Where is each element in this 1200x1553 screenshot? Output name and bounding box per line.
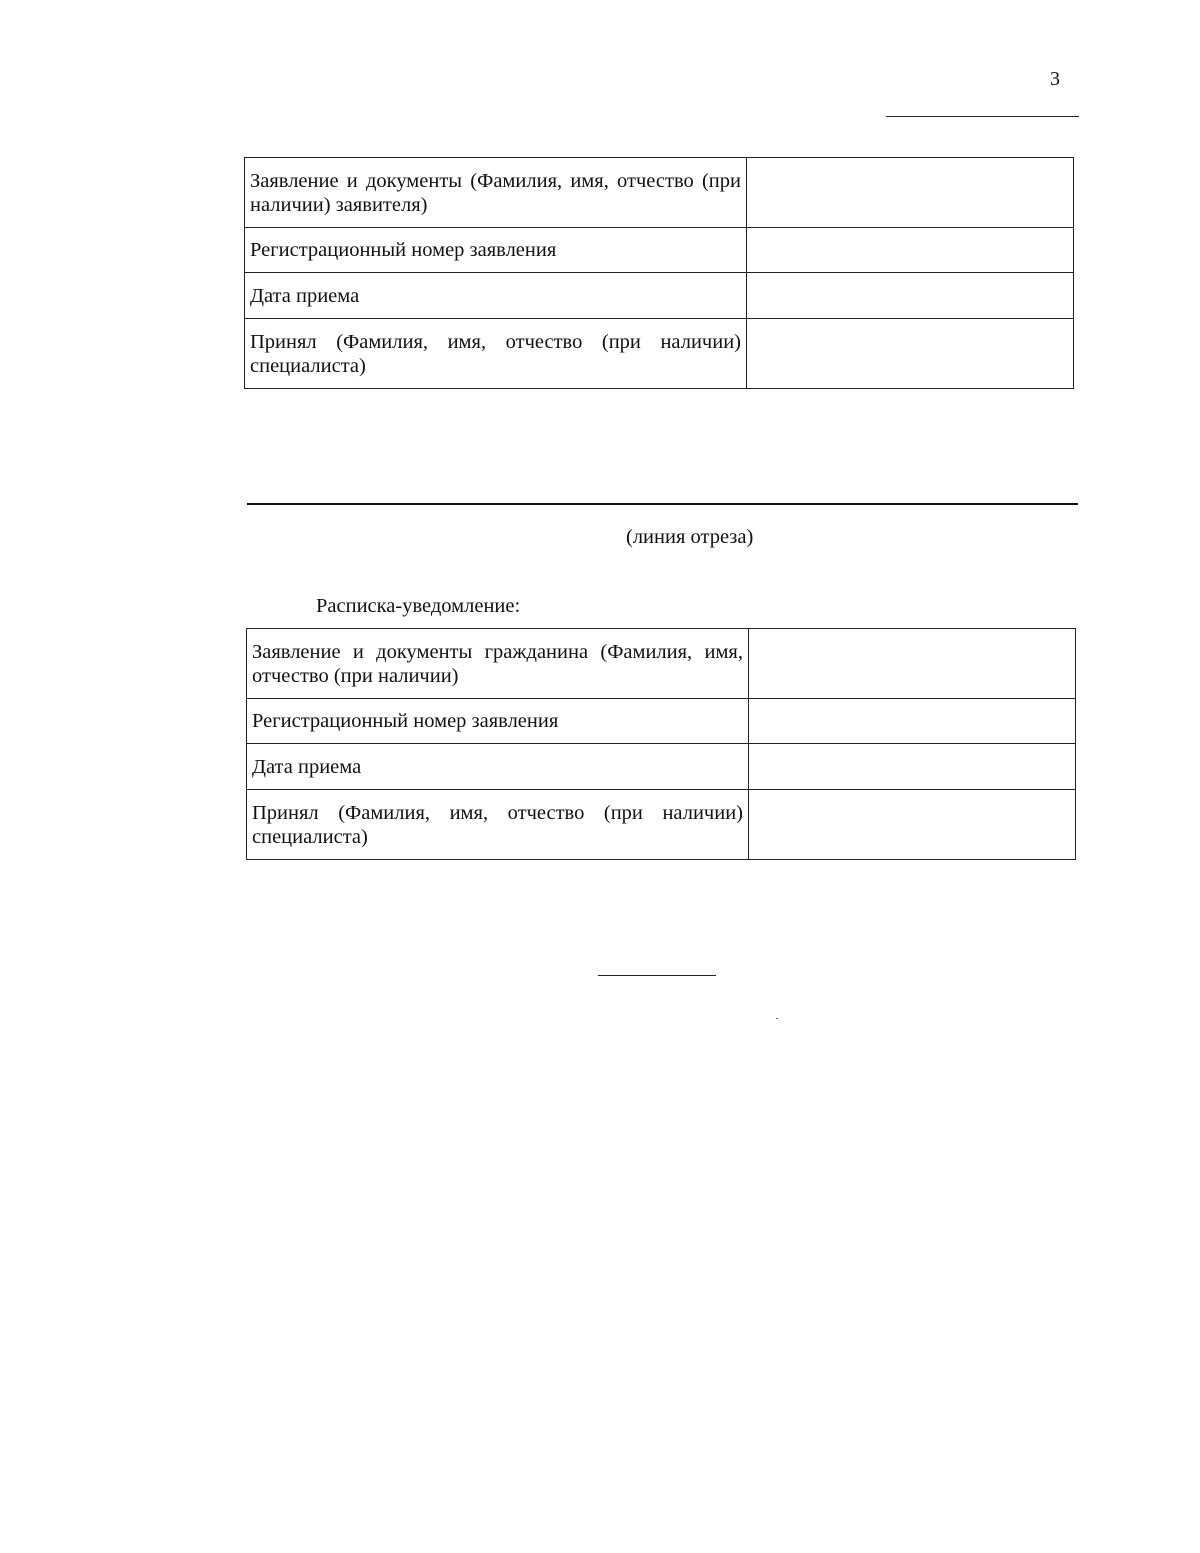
receipt-date-label: Дата приема [247, 744, 749, 790]
registration-number-field[interactable] [747, 228, 1074, 273]
accepted-by-label: Принял (Фамилия, имя, отчество (при наличии) специалиста) [247, 790, 749, 860]
table-row [247, 699, 1076, 744]
applicant-name-label: Заявление и документы (Фамилия, имя, отчество (при наличии) заявителя) [245, 158, 747, 228]
table-row [245, 319, 1074, 389]
scan-speck [776, 1018, 778, 1019]
cut-line [247, 503, 1078, 505]
receipt-title: Расписка-уведомление: [316, 595, 521, 617]
cut-line-caption: (линия отреза) [626, 526, 754, 548]
receipt-date-label: Дата приема [245, 273, 747, 319]
receipt-date-field[interactable] [749, 744, 1076, 790]
citizen-name-label: Заявление и документы гражданина (Фамилия, имя, отчество (при наличии) [247, 629, 749, 699]
table-row [247, 790, 1076, 860]
accepted-by-label: Принял (Фамилия, имя, отчество (при наличии) специалиста) [245, 319, 747, 389]
header-rule [886, 116, 1079, 117]
table-row [245, 228, 1074, 273]
table-row [245, 158, 1074, 228]
application-table [244, 157, 1074, 389]
registration-number-label: Регистрационный номер заявления [245, 228, 747, 273]
accepted-by-field[interactable] [749, 790, 1076, 860]
accepted-by-field[interactable] [747, 319, 1074, 389]
receipt-table [246, 628, 1076, 860]
table-row [247, 744, 1076, 790]
registration-number-field[interactable] [749, 699, 1076, 744]
table-row [247, 629, 1076, 699]
applicant-name-field[interactable] [747, 158, 1074, 228]
table-row [245, 273, 1074, 319]
receipt-date-field[interactable] [747, 273, 1074, 319]
citizen-name-field[interactable] [749, 629, 1076, 699]
registration-number-label: Регистрационный номер заявления [247, 699, 749, 744]
page-number: 3 [1050, 68, 1060, 90]
footer-rule [598, 975, 716, 976]
